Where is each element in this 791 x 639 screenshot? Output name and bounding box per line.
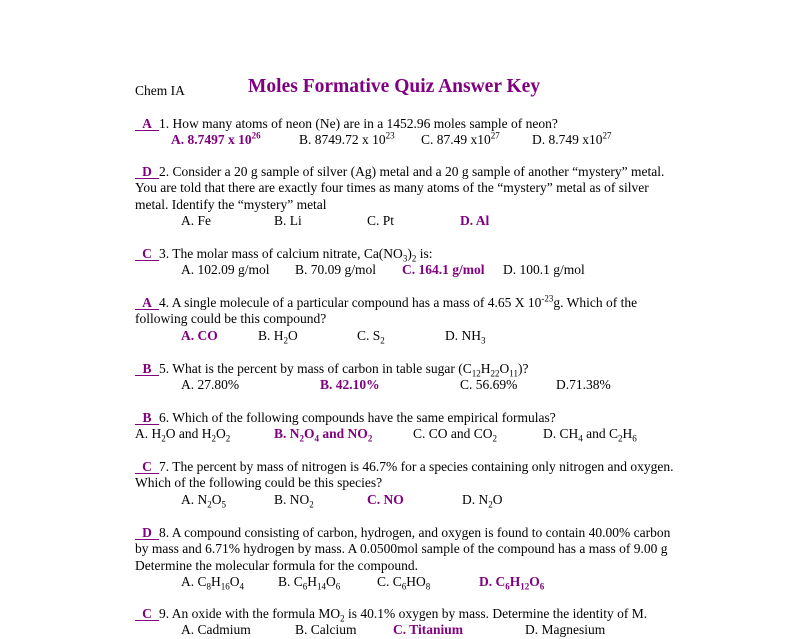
option-c: C. 56.69% [460, 377, 518, 393]
question-text: Which of the following could be this species? [135, 475, 383, 491]
question-text: 6. Which of the following compounds have the same empirical formulas? [159, 410, 556, 425]
option-d: D. Magnesium [525, 622, 606, 638]
page-title: Moles Formative Quiz Answer Key [248, 76, 541, 97]
option-b: B. $H_2O$ [258, 327, 298, 346]
option-a: A. 27.80% [181, 377, 240, 393]
options-row [135, 132, 710, 148]
options-row [135, 262, 710, 278]
options-row [135, 426, 710, 442]
options-row [135, 213, 710, 229]
option-c: C. 164.1 g/mol [402, 262, 485, 278]
question-3 [135, 246, 710, 279]
answer-blank: C [135, 607, 159, 621]
answer-blank: B [135, 411, 159, 425]
question-8 [135, 525, 710, 590]
option-d: D.71.38% [556, 377, 611, 393]
question-9 [135, 606, 710, 639]
answer-blank: D [135, 526, 159, 540]
option-d: D. Al [460, 212, 490, 228]
option-c: C. 87.49 $x10^{27}$ [421, 130, 500, 148]
option-d: D. $N_2O$ [462, 491, 503, 510]
option-b: B. $N_2O_4$ and $NO_2$ [274, 426, 373, 444]
option-b: B. 42.10% [320, 377, 380, 393]
answer-blank: D [135, 165, 159, 179]
option-a: A. 102.09 g/mol [181, 262, 270, 278]
option-a: A. $C_8H_{16}O_4$ [181, 573, 245, 592]
option-c: C. Pt [367, 212, 395, 228]
options-row [135, 492, 710, 508]
question-text: B 5. What is the percent by mass of carbon in table sugar $(C_{12}H_{22}O_{11})$? [135, 361, 710, 377]
option-c: C. Titanium [393, 622, 464, 638]
header [135, 76, 735, 102]
option-c: C. $S_2$ [357, 327, 385, 346]
answer-blank: C [135, 247, 159, 261]
option-b: B. $NO_2$ [274, 491, 314, 510]
answer-blank: B [135, 362, 159, 376]
option-d: D. $C_6H_{12}O_6$ [479, 573, 545, 592]
option-b: B. Li [274, 212, 302, 228]
options-row [135, 377, 710, 393]
option-a: A. $N_2O_5$ [181, 491, 226, 510]
question-text: Determine the molecular formula for the compound. [135, 557, 419, 573]
options-row [135, 622, 710, 638]
question-7 [135, 459, 710, 508]
option-b: B. $C_6H_{14}O_6$ [278, 573, 341, 592]
question-text: 2. Consider a 20 g sample of silver (Ag) metal and a 20 g sample of another “mystery” metal. [159, 164, 665, 179]
question-6 [135, 410, 710, 443]
question-text: C 9. An oxide with the formula $MO_2$ is 40.1% oxygen by mass. Determine the identity of M. [135, 606, 710, 622]
option-b: B. 70.09 g/mol [295, 262, 377, 278]
answer-blank: C [135, 460, 159, 474]
option-d: D. $NH_3$ [445, 327, 486, 346]
course-label: Chem IA [135, 83, 185, 98]
answer-blank: A [135, 117, 159, 131]
question-5 [135, 361, 710, 394]
option-c: C. NO [367, 491, 404, 507]
question-1 [135, 116, 710, 149]
question-4 [135, 295, 710, 344]
question-text: following could be this compound? [135, 311, 327, 327]
question-text: by mass and 6.71% hydrogen by mass. A 0.0500mol sample of the compound has a mass of 9.00 g [135, 541, 668, 557]
option-b: B. Calcium [295, 622, 357, 638]
options-row [135, 574, 710, 590]
option-d: D. $CH_4$ and $C_2H_6$ [543, 426, 637, 444]
option-d: D. 8.749 $x10^{27}$ [532, 130, 612, 148]
question-text: You are told that there are exactly four times as many atoms of the “mystery” metal as of silver [135, 180, 649, 196]
question-2 [135, 164, 710, 229]
option-d: D. 100.1 g/mol [503, 262, 585, 278]
option-a: A. $H_2O$ and $H_2O_2$ [135, 426, 231, 444]
question-text: metal. Identify the “mystery” metal [135, 196, 327, 212]
question-text: 1. How many atoms of neon (Ne) are in a 1452.96 moles sample of neon? [159, 116, 558, 131]
option-c: C. CO and $CO_2$ [413, 426, 498, 444]
option-a: A. Fe [181, 212, 211, 228]
answer-blank: A [135, 296, 159, 310]
question-text: 8. A compound consisting of carbon, hydrogen, and oxygen is found to contain 40.00% carbon [159, 525, 671, 540]
option-a: A. 8.7497 x $10^{26}$ [171, 130, 261, 148]
options-row [135, 328, 710, 344]
option-c: C. $C_6HO_8$ [377, 573, 431, 592]
question-text: 7. The percent by mass of nitrogen is 46.7% for a species containing only nitrogen and oxygen. [159, 459, 674, 474]
option-b: B. 8749.72 x $10^{23}$ [299, 130, 395, 148]
option-a: A. CO [181, 327, 218, 343]
question-text: C 3. The molar mass of calcium nitrate, $Ca(NO_3)_2$ is: [135, 246, 710, 262]
question-text: A 4. A single molecule of a particular compound has a mass of 4.65 X $10^{-23}g$. Which of the [135, 295, 710, 311]
option-a: A. Cadmium [181, 622, 251, 638]
